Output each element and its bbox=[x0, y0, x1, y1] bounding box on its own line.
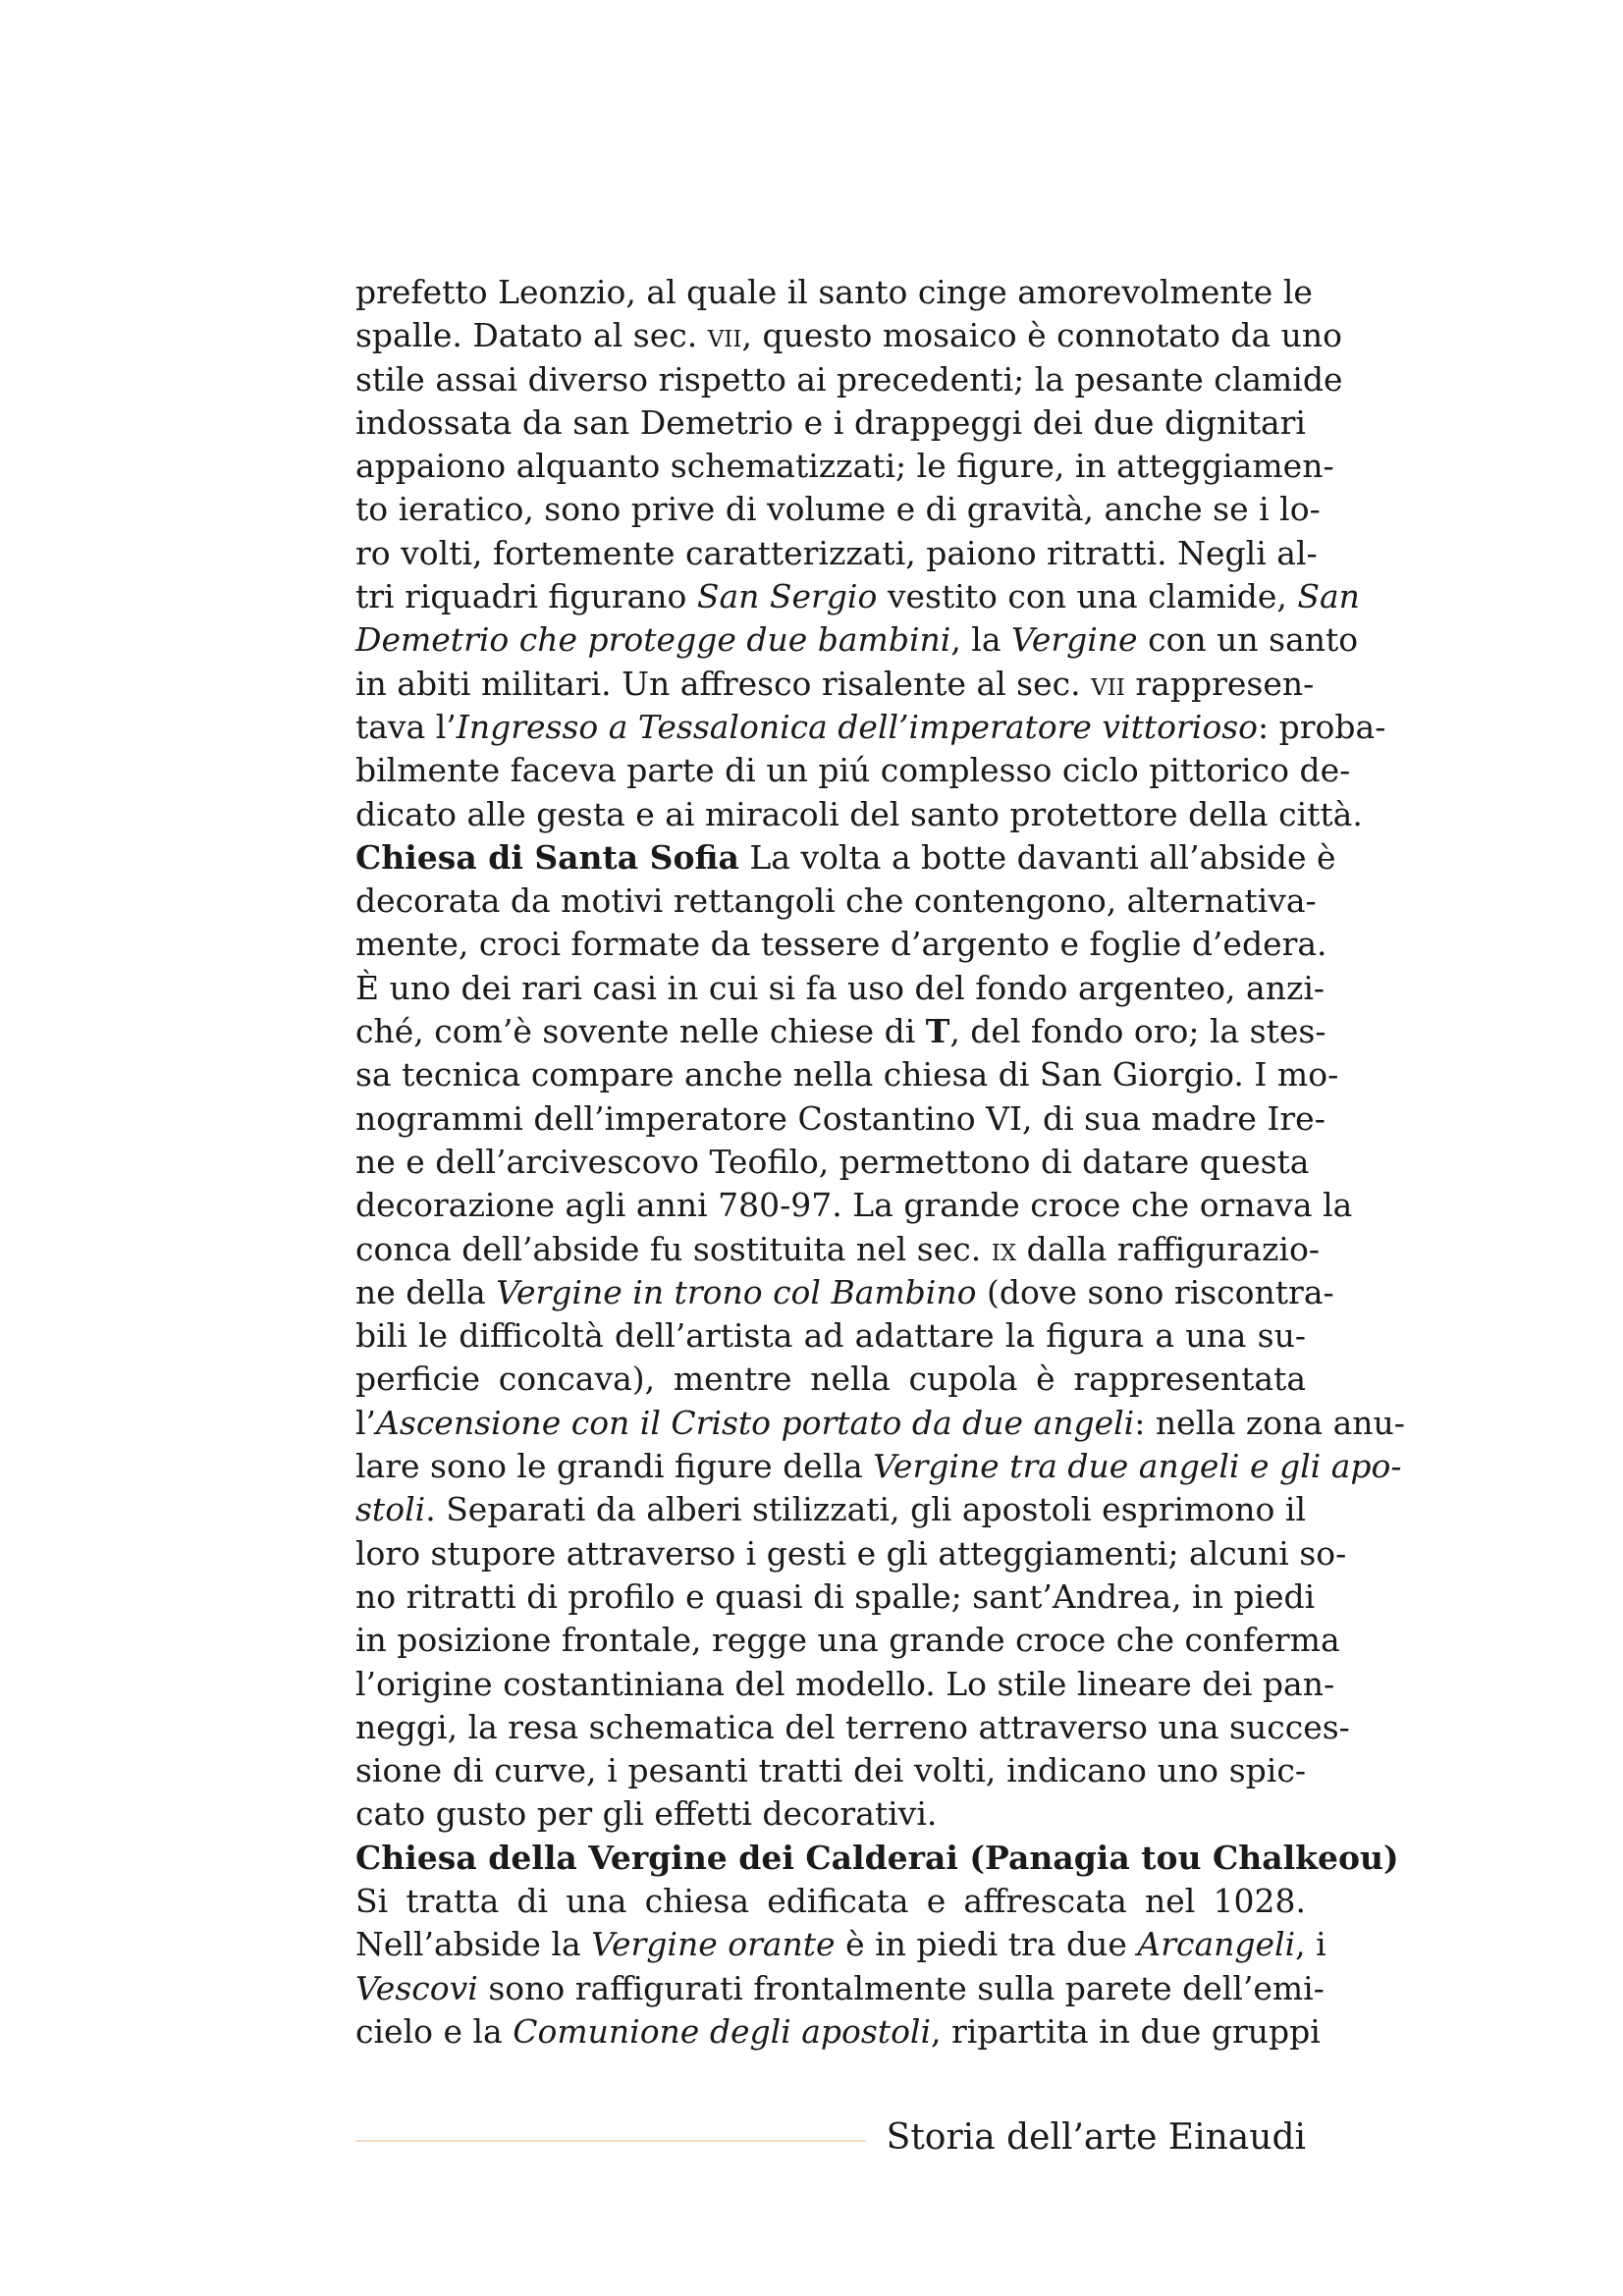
text-line: perficie concava), mentre nella cupola è rappresentata bbox=[355, 1360, 1306, 1399]
text-line: Demetrio che protegge due bambini, la Vergine con un santo bbox=[355, 620, 1359, 660]
text-line: ne e dell’arcivescovo Teofilo, permettono di datare questa bbox=[355, 1142, 1310, 1181]
text-line: ne della Vergine in trono col Bambino (dove sono riscontra- bbox=[355, 1272, 1334, 1311]
text-line: stile assai diverso rispetto ai precedenti; la pesante clamide bbox=[355, 359, 1343, 399]
text-line: l’Ascensione con il Cristo portato da due angeli: nella zona anu- bbox=[355, 1403, 1405, 1442]
text-line: prefetto Leonzio, al quale il santo cinge amorevolmente le bbox=[355, 273, 1313, 311]
text-line: Nell’abside la Vergine orante è in piedi tra due Arcangeli, i bbox=[355, 1925, 1326, 1964]
page-footer bbox=[355, 2112, 1306, 2163]
text-line: appaiono alquanto schematizzati; le figure, in atteggiamen- bbox=[355, 447, 1334, 486]
text-line: bili le difficoltà dell’artista ad adattare la figura a una su- bbox=[355, 1316, 1306, 1356]
page-body bbox=[355, 271, 1405, 2054]
footer-rule bbox=[355, 2140, 866, 2142]
text-line: conca dell’abside fu sostituita nel sec. ix dalla raffigurazio- bbox=[355, 1229, 1320, 1268]
text-line: l’origine costantiniana del modello. Lo stile lineare dei pan- bbox=[355, 1664, 1335, 1703]
footer-title: Storia dell’arte Einaudi bbox=[886, 2117, 1306, 2158]
text-line: indossata da san Demetrio e i drappeggi dei due dignitari bbox=[355, 402, 1306, 442]
text-line: in posizione frontale, regge una grande croce che conferma bbox=[355, 1621, 1340, 1660]
text-line: tri riquadri figurano San Sergio vestito con una clamide, San bbox=[355, 577, 1360, 616]
text-line: lare sono le grandi figure della Vergine tra due angeli e gli apo- bbox=[355, 1447, 1402, 1486]
text-line: ché, com’è sovente nelle chiese di T, del fondo oro; la stes- bbox=[355, 1012, 1326, 1051]
text-line: Si tratta di una chiesa edificata e affrescata nel 1028. bbox=[355, 1881, 1306, 1920]
text-line: ro volti, fortemente caratterizzati, paiono ritratti. Negli al- bbox=[355, 533, 1318, 572]
section-heading: Chiesa della Vergine dei Calderai (Panagia tou Chalkeou) bbox=[355, 1838, 1399, 1877]
text-line: cielo e la Comunione degli apostoli, ripartita in due gruppi bbox=[355, 2011, 1321, 2051]
text-line: cato gusto per gli effetti decorativi. bbox=[355, 1794, 938, 1834]
text-line: nogrammi dell’imperatore Costantino VI, di sua madre Ire- bbox=[355, 1098, 1325, 1138]
section-heading-line: Chiesa di Santa Sofia La volta a botte davanti all’abside è bbox=[355, 837, 1336, 877]
text-line: stoli. Separati da alberi stilizzati, gli apostoli esprimono il bbox=[355, 1490, 1306, 1529]
text-line: decorata da motivi rettangoli che contengono, alternativa- bbox=[355, 881, 1317, 921]
text-line: sa tecnica compare anche nella chiesa di San Giorgio. I mo- bbox=[355, 1055, 1339, 1095]
text-line: tava l’Ingresso a Tessalonica dell’imperatore vittorioso: proba- bbox=[355, 707, 1386, 746]
text-line: Vescovi sono raffigurati frontalmente sulla parete dell’emi- bbox=[355, 1968, 1325, 2007]
text-line: dicato alle gesta e ai miracoli del santo protettore della città. bbox=[355, 794, 1363, 833]
text-line: bilmente faceva parte di un piú complesso ciclo pittorico de- bbox=[355, 751, 1351, 790]
section-heading: Chiesa di Santa Sofia bbox=[355, 837, 739, 877]
text-line: decorazione agli anni 780-97. La grande croce che ornava la bbox=[355, 1186, 1353, 1225]
text-line: in abiti militari. Un affresco risalente al sec. vii rappresen- bbox=[355, 664, 1315, 703]
text-line: no ritratti di profilo e quasi di spalle; sant’Andrea, in piedi bbox=[355, 1576, 1316, 1616]
text-line: mente, croci formate da tessere d’argento e foglie d’edera. bbox=[355, 925, 1327, 964]
text-line: to ieratico, sono prive di volume e di gravità, anche se i lo- bbox=[355, 490, 1321, 529]
section-heading-line bbox=[355, 1837, 1399, 1880]
text-line: neggi, la resa schematica del terreno attraverso una succes- bbox=[355, 1707, 1350, 1746]
text-line: loro stupore attraverso i gesti e gli atteggiamenti; alcuni so- bbox=[355, 1533, 1347, 1573]
text-line: spalle. Datato al sec. vii, questo mosaico è connotato da uno bbox=[355, 316, 1343, 355]
text-line: È uno dei rari casi in cui si fa uso del fondo argenteo, anzi- bbox=[355, 968, 1325, 1007]
text-line: sione di curve, i pesanti tratti dei volti, indicano uno spic- bbox=[355, 1751, 1306, 1790]
